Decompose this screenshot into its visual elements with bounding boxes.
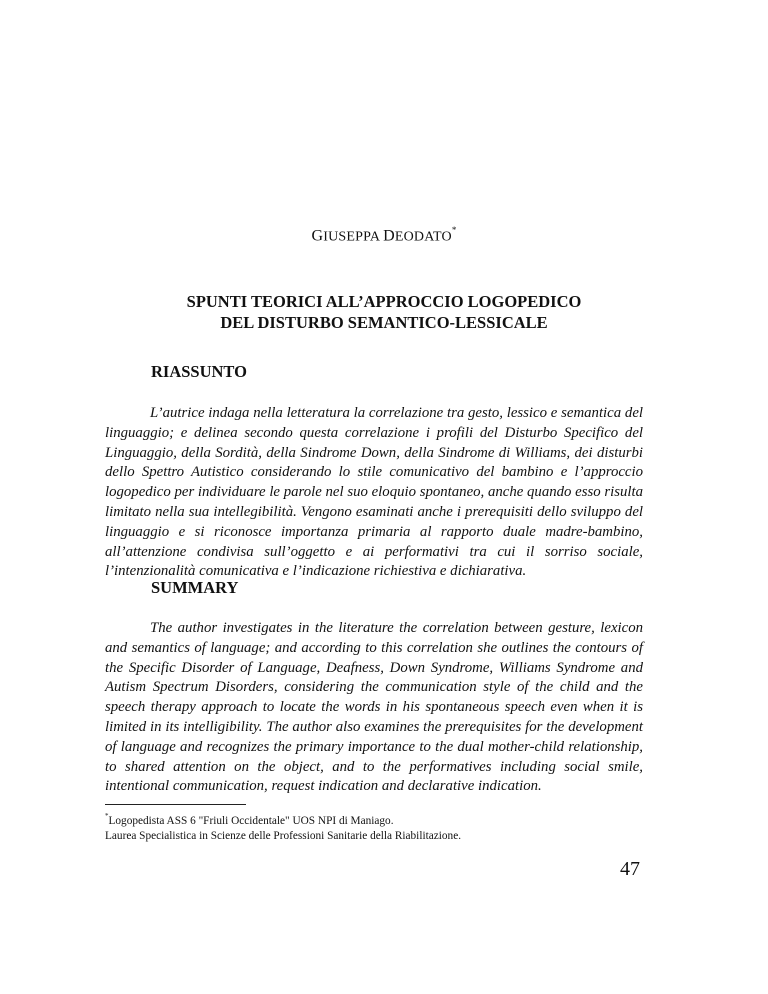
author-first-rest: IUSEPPA [323, 229, 380, 245]
paper-title [0, 291, 768, 333]
author-name [0, 227, 768, 246]
author-first-initial: G [311, 227, 324, 245]
author-footnote-mark: * [451, 225, 457, 235]
footnote-divider [105, 804, 246, 805]
footnote-line-2: Laurea Specialistica in Scienze delle Professioni Sanitarie della Riabilitazione. [105, 830, 462, 843]
footnote-line-1-text: Logopedista ASS 6 "Friuli Occidentale" UOS NPI di Maniago. [108, 814, 394, 827]
footnote [105, 810, 665, 845]
title-line-1: SPUNTI TEORICI ALL’APPROCCIO LOGOPEDICO [186, 292, 582, 311]
page-number: 47 [620, 858, 640, 880]
summary-heading: SUMMARY [151, 578, 239, 597]
summary-text: The author investigates in the literature the correlation between gesture, lexicon and semantics of language; and according to this correlation she outlines the contours of the Specific Disorder of Language, Deafness, Down Syndrome, Williams Syndrome and Autism Spectrum Disorders, considering the communication style of the child and the speech therapy approach to locate the words in his spontaneous speech even when it is limited in its intelligibility. The author also examines the prerequisites for the development of language and recognizes the primary importance to the dual mother-child relationship, to shared attention on the object, and to the performatives including social smile, intentional communication, request indication and declarative indication. [105, 620, 643, 795]
riassunto-heading: RIASSUNTO [151, 362, 247, 381]
title-line-2: DEL DISTURBO SEMANTICO-LESSICALE [220, 313, 548, 332]
footnote-mark: * [105, 812, 109, 820]
riassunto-text: L’autrice indaga nella letteratura la correlazione tra gesto, lessico e semantica del linguaggio; e delinea secondo questa correlazione i profili del Disturbo Specifico del Linguaggio, della Sordità, della Sindrome Down, della Sindrome di Williams, dei disturbi dello Spettro Autistico considerando lo stile comunicativo del bambino e l’approccio logopedico per individuare le parole nel suo eloquio spontaneo, anche quando esso risulta limitato nella sua intellegibilità. Vengono esaminati anche i prerequisiti dello sviluppo del linguaggio e si riconosce importanza primaria al rapporto duale madre-bambino, all’attenzione condivisa sull’oggetto e ai performativi tra cui il sorriso sociale, l’intenzionalità comunicativa e l’indicazione richiestiva e dichiarativa. [105, 405, 643, 580]
author-last-rest: EODATO [394, 229, 452, 245]
footnote-line-1 [105, 810, 665, 829]
author-last-initial: D [383, 227, 395, 245]
